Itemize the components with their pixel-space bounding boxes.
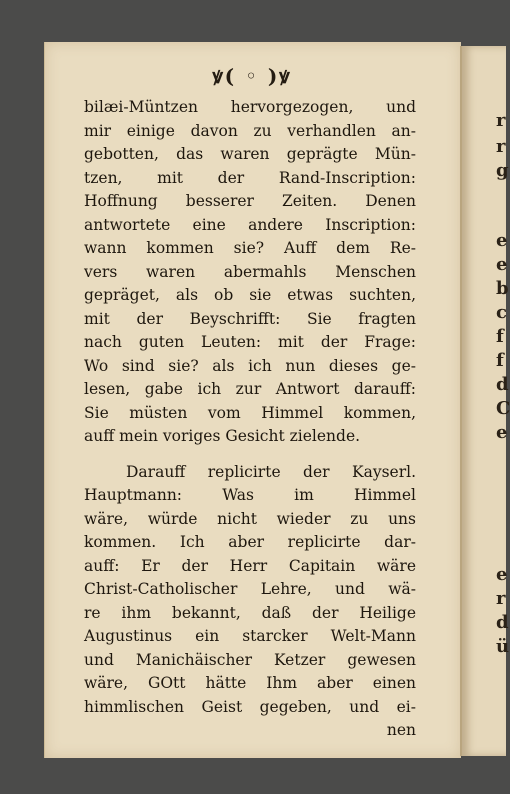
text-line: himmlischen Geist gegeben, und ei- — [84, 697, 416, 716]
text-line: wäre, GOtt hätte Ihm aber einen — [84, 674, 416, 692]
text-line: Christ-Catholischer Lehre, und wä- — [84, 580, 416, 598]
adjacent-page-letter: b — [496, 278, 509, 299]
text-line: auff mein voriges Gesicht zielende. — [84, 427, 361, 445]
adjacent-page-letter: r — [496, 588, 506, 609]
paragraph — [84, 96, 416, 449]
text-line: Darauff replicirte der Kayserl. — [126, 462, 416, 481]
text-line: wäre, würde nicht wieder zu uns — [84, 509, 416, 528]
text-line: tzen, mit der Rand-Inscription: — [84, 168, 416, 187]
text-line: Hoffnung besserer Zeiten. Denen — [84, 192, 416, 210]
adjacent-page-letter: e — [496, 564, 508, 585]
adjacent-page-letter: e — [496, 230, 508, 251]
page-body-text — [84, 96, 416, 743]
text-line: und Manichäischer Ketzer gewesen — [84, 650, 416, 669]
text-line: gebotten, das waren geprägte Mün- — [84, 145, 416, 163]
text-line: kommen. Ich aber replicirte dar- — [84, 533, 416, 551]
adjacent-page-letter: g — [496, 160, 509, 181]
text-line: Sie müsten vom Himmel kommen, — [84, 403, 416, 422]
text-line: re ihm bekannt, daß der Heilige — [84, 603, 416, 622]
adjacent-page-letter: e — [496, 254, 508, 275]
adjacent-page-letter: f — [496, 326, 504, 347]
adjacent-page-letter: d — [496, 374, 509, 395]
text-line: auff: Er der Herr Capitain wäre — [84, 556, 416, 575]
adjacent-page-letter: r — [496, 136, 506, 157]
adjacent-page-edge — [460, 46, 510, 756]
page-ornament-header: ꝟ( ◦ )ꝟ — [212, 64, 292, 88]
text-line: vers waren abermahls Menschen — [84, 262, 416, 281]
text-line: mit der Beyschrifft: Sie fragten — [84, 309, 416, 328]
adjacent-page-letter: C — [496, 398, 510, 419]
catchword: nen — [386, 721, 416, 739]
adjacent-page-letter: ü — [496, 636, 510, 657]
text-line: Wo sind sie? als ich nun dieses ge- — [84, 356, 416, 375]
adjacent-page-letter: f — [496, 350, 504, 371]
text-line: nach guten Leuten: mit der Frage: — [84, 333, 416, 351]
text-line: Augustinus ein starcker Welt-Mann — [84, 627, 416, 645]
adjacent-page-letter: d — [496, 612, 509, 633]
adjacent-page-letter: e — [496, 422, 508, 443]
text-line: bilæi-Müntzen hervorgezogen, und — [84, 98, 416, 116]
adjacent-page-letter: r — [496, 110, 506, 131]
text-line: wann kommen sie? Auff dem Re- — [84, 239, 416, 257]
text-line: lesen, gabe ich zur Antwort darauff: — [84, 380, 416, 398]
text-line: Hauptmann: Was im Himmel — [84, 486, 416, 504]
paragraph — [84, 461, 416, 720]
adjacent-page-letter: c — [496, 302, 507, 323]
text-line: gepräget, als ob sie etwas suchten, — [84, 286, 416, 304]
text-line: mir einige davon zu verhandlen an- — [84, 121, 416, 140]
text-line: antwortete eine andere Inscription: — [84, 215, 416, 234]
